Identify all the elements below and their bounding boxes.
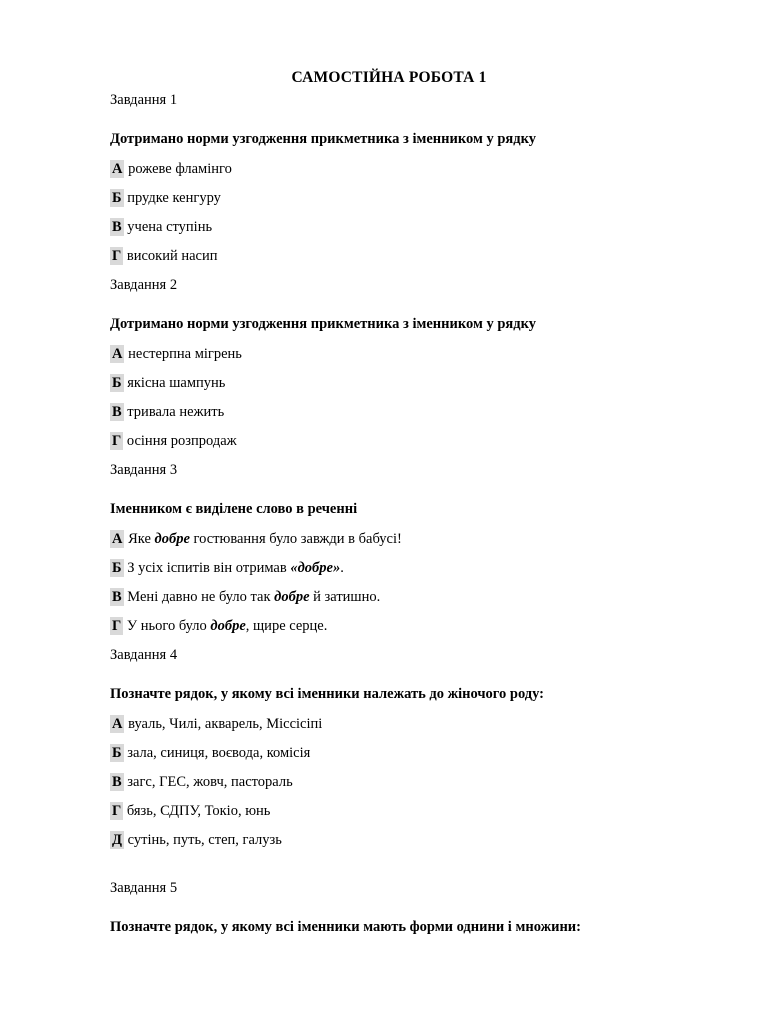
option-letter: В [112, 404, 122, 420]
option-text: й затишно. [309, 589, 381, 605]
emphasized-word: добре [154, 531, 190, 547]
option-letter: Б [112, 190, 122, 206]
task-question: Позначте рядок, у якому всі іменники мають форми однини і множини: [110, 919, 581, 935]
option-text: Мені давно не було так [127, 589, 275, 605]
option-letter: А [112, 716, 123, 732]
option-text: . [340, 560, 344, 576]
option-text: У нього було [126, 618, 211, 634]
task [110, 461, 668, 636]
task-question: Дотримано норми узгодження прикметника з іменником у рядку [110, 131, 537, 147]
answer-option [110, 374, 668, 393]
option-text: нестерпна мігрень [128, 346, 242, 362]
answer-option [110, 247, 668, 266]
answer-option [110, 831, 668, 850]
answer-option [110, 744, 668, 763]
answer-option [110, 218, 668, 237]
option-letter: А [112, 531, 123, 547]
option-letter: Б [112, 745, 122, 761]
option-text: якісна шампунь [127, 375, 226, 391]
answer-option [110, 432, 668, 451]
task [110, 91, 668, 266]
option-text: , щире серце. [245, 618, 328, 634]
option-text: Яке [128, 531, 155, 547]
answer-option [110, 588, 668, 607]
option-letter: А [112, 346, 123, 362]
option-text: загс, ГЕС, жовч, пастораль [127, 774, 293, 790]
option-letter: Г [112, 433, 122, 449]
task-label: Завдання 4 [110, 647, 178, 663]
option-text: рожеве фламінго [128, 161, 232, 177]
emphasized-word: «добре» [290, 560, 341, 576]
option-letter: Д [112, 832, 122, 848]
task [110, 646, 668, 850]
option-text: учена ступінь [127, 219, 213, 235]
answer-option [110, 403, 668, 422]
option-text: осіння розпродаж [126, 433, 237, 449]
answer-option [110, 530, 668, 549]
task-question: Іменником є виділене слово в реченні [110, 501, 358, 517]
task-label: Завдання 1 [110, 92, 178, 108]
option-text: високий насип [126, 248, 218, 264]
task-list [110, 91, 668, 937]
option-text: гостювання було завжди в бабусі! [189, 531, 402, 547]
emphasized-word: добре [210, 618, 246, 634]
option-letter: Г [112, 618, 122, 634]
option-letter: В [112, 589, 122, 605]
option-text: сутінь, путь, степ, галузь [127, 832, 282, 848]
answer-option [110, 160, 668, 179]
option-text: прудке кенгуру [127, 190, 221, 206]
task-question: Дотримано норми узгодження прикметника з іменником у рядку [110, 316, 537, 332]
option-text: вуаль, Чилі, акварель, Міссісіпі [128, 716, 323, 732]
option-letter: В [112, 219, 122, 235]
answer-option [110, 559, 668, 578]
answer-option [110, 345, 668, 364]
option-letter: Г [112, 803, 122, 819]
answer-option [110, 773, 668, 792]
option-text: зала, синиця, воєвода, комісія [127, 745, 311, 761]
answer-option [110, 617, 668, 636]
option-letter: А [112, 161, 123, 177]
task-question: Позначте рядок, у якому всі іменники належать до жіночого роду: [110, 686, 545, 702]
option-letter: Б [112, 375, 122, 391]
answer-option [110, 802, 668, 821]
option-letter: В [112, 774, 122, 790]
task-label: Завдання 5 [110, 880, 178, 896]
option-letter: Б [112, 560, 122, 576]
task-label: Завдання 2 [110, 277, 178, 293]
task [110, 879, 668, 937]
option-text: З усіх іспитів він отримав [127, 560, 291, 576]
answer-option [110, 715, 668, 734]
answer-option [110, 189, 668, 208]
emphasized-word: добре [274, 589, 310, 605]
option-letter: Г [112, 248, 122, 264]
task-label: Завдання 3 [110, 462, 178, 478]
option-text: бязь, СДПУ, Токіо, юнь [126, 803, 271, 819]
task [110, 276, 668, 451]
page-title: САМОСТІЙНА РОБОТА 1 [291, 69, 487, 86]
option-text: тривала нежить [127, 404, 225, 420]
